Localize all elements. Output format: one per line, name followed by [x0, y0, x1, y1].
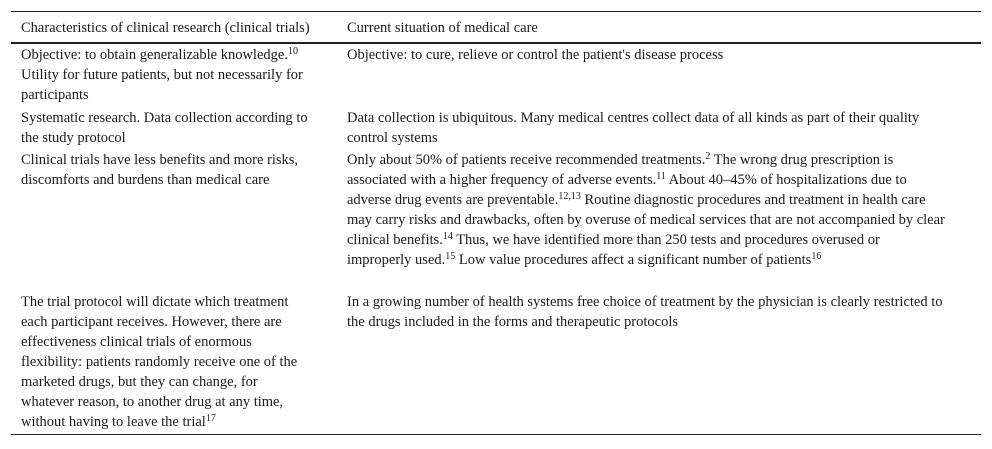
cell-clinical-research: [11, 108, 347, 150]
cell-text: Objective: to obtain generalizable knowledge.$^{10}$ Utility for future patients, but not necessarily for participants: [21, 46, 303, 103]
reference-sup: 14: [442, 231, 453, 242]
reference-sup: 12,13: [558, 191, 581, 202]
cell-text: In a growing number of health systems free choice of treatment by the physician is clearly restricted to the drugs included in the forms and therapeutic protocols: [347, 294, 943, 330]
comparison-table: [11, 11, 981, 435]
cell-clinical-research: [11, 292, 347, 434]
cell-clinical-research: [11, 45, 347, 108]
header-label: Characteristics of clinical research (clinical trials): [21, 20, 310, 36]
cell-text: Objective: to cure, relieve or control the patient's disease process: [347, 47, 724, 63]
reference-sup: 10: [287, 46, 298, 57]
cell-text: The trial protocol will dictate which treatment each participant receives. However, there are effectiveness clinical trials of enormous flexibility: patients randomly receive one of the marketed drugs, but they can change, for whatever reason, to another drug at any time, without having to leave the trial$^{17}$: [21, 294, 298, 430]
table-row: [11, 44, 981, 108]
cell-text: Data collection is ubiquitous. Many medical centres collect data of all kinds as part of their quality control systems: [347, 110, 920, 146]
cell-medical-care: [347, 108, 981, 150]
cell-medical-care: [347, 150, 981, 292]
reference-sup: 16: [811, 251, 822, 262]
cell-medical-care: [347, 292, 981, 434]
reference-sup: 2: [705, 151, 711, 162]
header-cell-medical-care: [347, 12, 981, 42]
cell-text: Clinical trials have less benefits and more risks, discomforts and burdens than medical care: [21, 152, 299, 188]
reference-sup: 11: [656, 171, 666, 182]
header-label: Current situation of medical care: [347, 20, 538, 36]
cell-medical-care: [347, 45, 981, 108]
header-cell-clinical-research: [11, 12, 347, 42]
cell-clinical-research: [11, 150, 347, 292]
table-row: [11, 150, 981, 292]
table-row: [11, 292, 981, 434]
table-header-row: [11, 12, 981, 44]
cell-text: Systematic research. Data collection according to the study protocol: [21, 110, 308, 146]
table-row: [11, 108, 981, 150]
reference-sup: 15: [445, 251, 456, 262]
reference-sup: 17: [205, 413, 216, 424]
cell-text: Only about 50% of patients receive recommended treatments.$^2$ The wrong drug prescription is associated with a higher frequency of adverse events.$^{11}$ About 40–45% of hospitalizations due to adverse drug events are preventable.$^{12,13}$ Routine diagnostic procedures and treatment in health care may carry risks and drawbacks, often by overuse of medical services that are not accompanied by clear clinical benefits.$^{14}$ Thus, we have identified more than 250 tests and procedures overused or improperly used.$^{15}$ Low value procedures affect a significant number of patients$^{16}$: [347, 151, 945, 268]
